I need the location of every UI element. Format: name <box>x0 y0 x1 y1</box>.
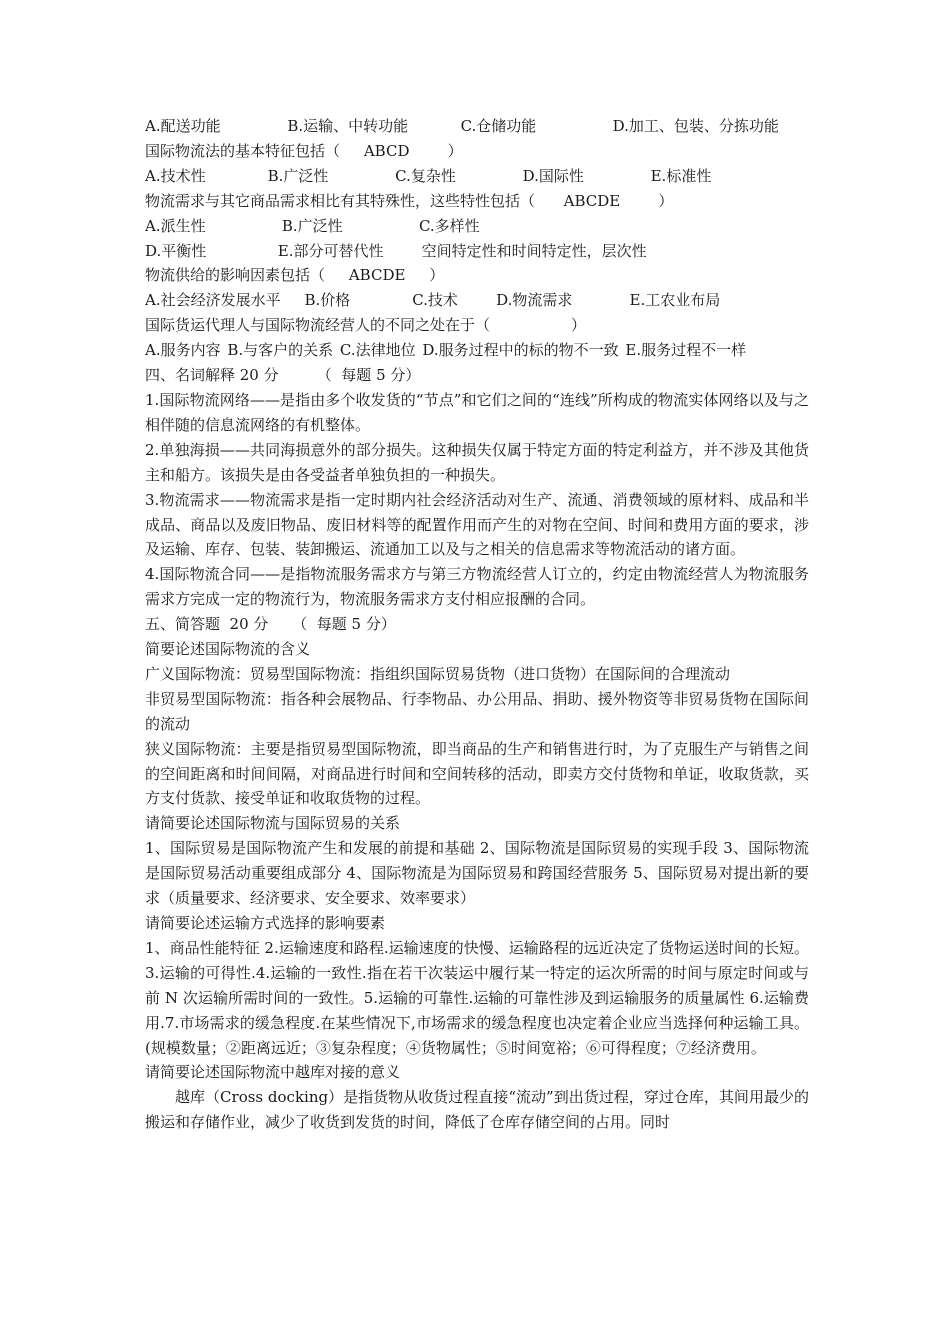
question-1-para-3: 狭义国际物流：主要是指贸易型国际物流，即当商品的生产和销售进行时，为了克服生产与销售之间的空间距离和时间间隔，对商品进行时间和空间转移的活动，即卖方交付货物和单证，收取货款，买方支付货款、接受单证和收取货物的过程。 <box>145 739 809 808</box>
options-line-3: A.技术性 B.广泛性 C.复杂性 D.国际性 E.标准性 <box>145 166 712 185</box>
question-3-title: 请简要论述运输方式选择的影响要素 <box>145 914 386 932</box>
document-page <box>145 114 809 1135</box>
question-line-9: 国际货运代理人与国际物流经营人的不同之处在于（ ） <box>145 316 587 335</box>
question-3-para-1: 1、商品性能特征 2.运输速度和路程.运输速度的快慢、运输路程的远近决定了货物运送时间的长短。3.运输的可得性.4.运输的一致性.指在若干次装运中履行某一特定的运次所需的时间与原定时间或与前 N 次运输所需时间的一致性。5.运输的可靠性.运输的可靠性涉及到运输服务的质量属性 6.运输费用.7.市场需求的缓急程度.在某些情况下,市场需求的缓急程度也决定着企业应当选择何种运输工具。 (规模数量；②距离远近；③复杂程度；④货物属性；⑤时间宽裕；⑥可得程度；⑦经济费用。 <box>145 938 809 1057</box>
options-line-1: A.配送功能 B.运输、中转功能 C.仓储功能 D.加工、包装、分拣功能 <box>145 117 779 135</box>
options-line-6: D.平衡性 E.部分可替代性 空间特定性和时间特定性，层次性 <box>145 241 647 260</box>
term-item-4: 4.国际物流合同——是指物流服务需求方与第三方物流经营人订立的，约定由物流经营人为物流服务需求方完成一定的物流行为，物流服务需求方支付相应报酬的合同。 <box>145 565 809 609</box>
question-4-para-1: 越库（Cross docking）是指货物从收货过程直接“流动”到出货过程，穿过仓库，其间用最少的搬运和存储作业，减少了收货到发货的时间，降低了仓库存储空间的占用。同时 <box>145 1088 809 1132</box>
question-2-para-1: 1、国际贸易是国际物流产生和发展的前提和基础 2、国际物流是国际贸易的实现手段 3、国际物流是国际贸易活动重要组成部分 4、国际物流是为国际贸易和跨国经营服务 5、国际贸易对提出新的要求（质量要求、经济要求、安全要求、效率要求） <box>145 839 809 908</box>
options-line-5: A.派生性 B.广泛性 C.多样性 <box>145 216 480 235</box>
section-4-title: 四、名词解释 20 分 （ 每题 5 分） <box>145 366 421 385</box>
term-item-3: 3.物流需求——物流需求是指一定时期内社会经济活动对生产、流通、消费领域的原材料、成品和半成品、商品以及废旧物品、废旧材料等的配置作用而产生的对物在空间、时间和费用方面的要求，涉及运输、库存、包装、装卸搬运、流通加工以及与之相关的信息需求等物流活动的诸方面。 <box>145 490 809 559</box>
question-4-title: 请简要论述国际物流中越库对接的意义 <box>145 1063 401 1082</box>
question-line-7: 物流供给的影响因素包括（ ABCDE ） <box>145 266 445 285</box>
question-2-title: 请简要论述国际物流与国际贸易的关系 <box>145 814 401 833</box>
question-1-para-2: 非贸易型国际物流：指各种会展物品、行李物品、办公用品、捐助、援外物资等非贸易货物在国际间的流动 <box>145 689 809 733</box>
question-line-4: 物流需求与其它商品需求相比有其特殊性，这些特性包括（ ABCDE ） <box>145 191 674 210</box>
term-item-1: 1.国际物流网络——是指由多个收发货的“节点”和它们之间的“连线”所构成的物流实体网络以及与之相伴随的信息流网络的有机整体。 <box>145 390 809 434</box>
question-1-title: 简要论述国际物流的含义 <box>145 640 311 659</box>
section-5-title: 五、简答题 20 分 （ 每题 5 分） <box>145 615 396 634</box>
options-line-10: A.服务内容 B.与客户的关系 C.法律地位 D.服务过程中的标的物不一致 E.服务过程不一样 <box>145 341 747 360</box>
options-line-8: A.社会经济发展水平 B.价格 C.技术 D.物流需求 E.工农业布局 <box>145 291 721 310</box>
question-line-2: 国际物流法的基本特征包括（ ABCD ） <box>145 141 463 160</box>
question-1-para-1: 广义国际物流：贸易型国际物流：指组织国际贸易货物（进口货物）在国际间的合理流动 <box>145 664 731 683</box>
term-item-2: 2.单独海损——共同海损意外的部分损失。这种损失仅属于特定方面的特定利益方，并不涉及其他货主和船方。该损失是由各受益者单独负担的一种损失。 <box>145 440 809 484</box>
